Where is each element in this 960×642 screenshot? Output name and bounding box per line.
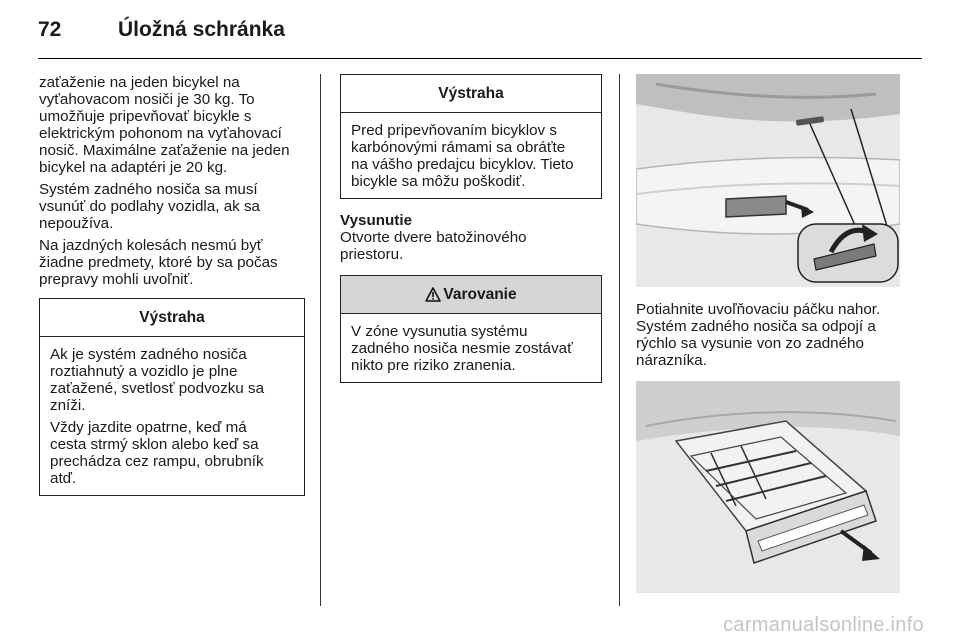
column-divider [320, 74, 321, 606]
section-heading: Vysunutie [340, 212, 413, 229]
page-title: Úložná schránka [118, 18, 285, 41]
carrier-extension-illustration [636, 381, 900, 593]
text-line: zaťažené, svetlosť podvozku sa [50, 380, 265, 397]
warning-text [351, 323, 591, 374]
text-line: Systém zadného nosiča sa odpojí a [636, 318, 876, 335]
text-line: vsunúť do podlahy vozidla, ak sa [39, 198, 260, 215]
paragraph [39, 74, 305, 176]
text-line: atď. [50, 470, 77, 487]
column-3 [636, 74, 904, 593]
caution-text [50, 346, 294, 414]
warning-triangle-icon [425, 287, 441, 302]
text-line: priestoru. [340, 246, 404, 263]
text-line: umožňuje pripevňovať bicykle s [39, 108, 252, 125]
text-line: prechádza cez rampu, obrubník [50, 453, 264, 470]
text-line: na vášho predajcu bicyklov. Tieto [351, 156, 574, 173]
text-line: elektrickým pohonom na vyťahovací [39, 125, 282, 142]
text-line: bicykel na adaptéri je 20 kg. [39, 159, 228, 176]
paragraph [39, 237, 305, 288]
text-line: V zóne vysunutia systému [351, 323, 528, 340]
column-1 [39, 74, 305, 496]
paragraph [340, 229, 602, 263]
text-line: nárazníka. [636, 352, 707, 369]
text-line: Na jazdných kolesách nesmú byť [39, 237, 263, 254]
warning-header [341, 276, 601, 314]
text-line: bicykle sa môžu poškodiť. [351, 173, 526, 190]
header-divider [38, 58, 922, 59]
column-divider [619, 74, 620, 606]
text-line: cesta strmý sklon alebo keď sa [50, 436, 259, 453]
warning-title: Varovanie [443, 286, 517, 303]
text-line: Ak je systém zadného nosiča [50, 346, 247, 363]
text-line: zníži. [50, 397, 86, 414]
text-line: Pred pripevňovaním bicyklov s [351, 122, 557, 139]
text-line: nikto pre riziko zranenia. [351, 357, 516, 374]
paragraph [39, 181, 305, 232]
page-number: 72 [38, 18, 62, 41]
text-line: Potiahnite uvoľňovaciu páčku nahor. [636, 301, 881, 318]
watermark: carmanualsonline.info [723, 614, 924, 636]
caution-box [39, 298, 305, 496]
column-2 [340, 74, 602, 383]
caution-title: Výstraha [40, 299, 304, 337]
text-line: nosič. Maximálne zaťaženie na jeden [39, 142, 290, 159]
text-line: nepoužíva. [39, 215, 114, 232]
text-line: vyťahovacom nosiči je 30 kg. To [39, 91, 255, 108]
release-lever-illustration [636, 74, 900, 287]
paragraph [636, 301, 904, 369]
text-line: žiadne predmety, ktoré by sa počas [39, 254, 278, 271]
text-line: Otvorte dvere batožinového [340, 229, 527, 246]
caution-box [340, 74, 602, 199]
text-line: prepravy mohli uvoľniť. [39, 271, 194, 288]
page-header [38, 18, 285, 48]
text-line: rýchlo sa vysunie von zo zadného [636, 335, 864, 352]
text-line: roztiahnutý a vozidlo je plne [50, 363, 238, 380]
caution-text [351, 122, 591, 190]
text-line: zaťaženie na jeden bicykel na [39, 74, 240, 91]
caution-text [50, 419, 294, 487]
caution-title: Výstraha [341, 75, 601, 113]
text-line: Vždy jazdite opatrne, keď má [50, 419, 247, 436]
text-line: karbónovými rámami sa obráťte [351, 139, 566, 156]
text-line: zadného nosiča nesmie zostávať [351, 340, 573, 357]
warning-box [340, 275, 602, 383]
text-line: Systém zadného nosiča sa musí [39, 181, 258, 198]
